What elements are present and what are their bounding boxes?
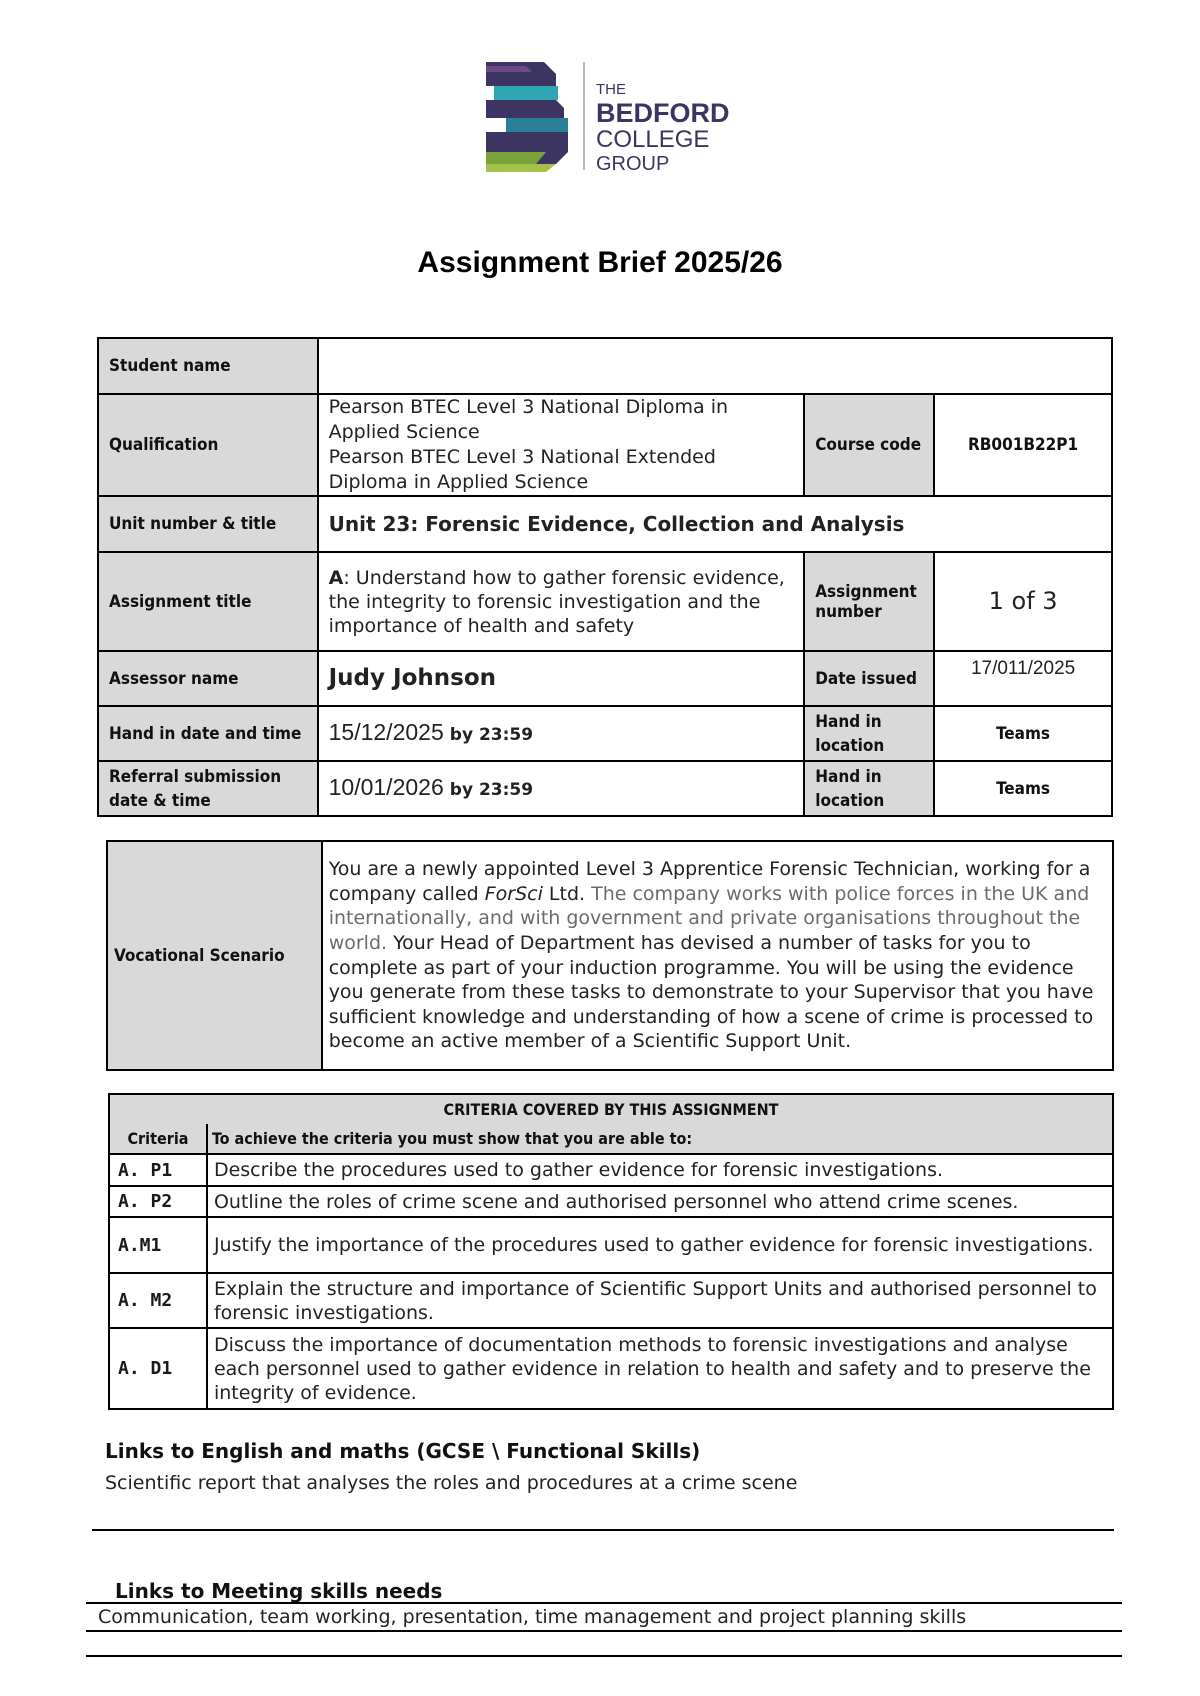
assignment-title-label: Assignment title	[98, 552, 318, 651]
course-code-label: Course code	[804, 394, 934, 496]
table-row	[109, 1154, 1113, 1186]
row-student-name	[98, 338, 1112, 394]
criteria-desc: Justify the importance of the procedures used to gather evidence for forensic investigations.	[207, 1217, 1113, 1273]
criteria-col-header: Criteria	[109, 1124, 207, 1154]
criteria-table	[108, 1093, 1114, 1410]
referral-value	[318, 761, 805, 816]
table-row	[109, 1328, 1113, 1409]
college-logo-mark-icon	[486, 60, 576, 176]
table-row	[109, 1186, 1113, 1217]
row-scenario	[107, 841, 1113, 1070]
page-title: Assignment Brief 2025/26	[417, 246, 783, 279]
criteria-heading-row	[109, 1094, 1113, 1124]
links-english-text: Scientific report that analyses the roles and procedures at a crime scene	[105, 1472, 798, 1494]
scenario-part-3: The company works with police forces in the UK and internationally, and with government and private organisations throughout the world.	[328, 882, 1090, 954]
criteria-code: A. P2	[109, 1186, 207, 1217]
hand-in-time: by 23:59	[449, 724, 534, 745]
criteria-desc: Discuss the importance of documentation methods to forensic investigations and analyse each personnel used to gather evidence in relation to health and safety and to preserve the integrity of evidence.	[207, 1328, 1113, 1409]
row-referral	[98, 761, 1112, 816]
qualification-label: Qualification	[98, 394, 318, 496]
divider	[86, 1630, 1122, 1632]
criteria-desc: Outline the roles of crime scene and authorised personnel who attend crime scenes.	[207, 1186, 1113, 1217]
referral-time: by 23:59	[449, 779, 534, 800]
row-hand-in	[98, 706, 1112, 761]
referral-date: 10/01/2026	[328, 773, 444, 800]
student-name-field[interactable]	[318, 338, 1112, 394]
unit-value: Unit 23: Forensic Evidence, Collection and Analysis	[318, 496, 1112, 552]
referral-label: Referral submission date & time	[98, 761, 318, 816]
criteria-code: A. M2	[109, 1273, 207, 1328]
details-table	[97, 337, 1113, 817]
student-name-label: Student name	[98, 338, 318, 394]
scenario-part-1: You are a newly appointed Level 3 Apprentice Forensic Technician, working for a company called	[328, 858, 1091, 905]
assignment-title-text: : Understand how to gather forensic evidence, the integrity to forensic investigation and the importance of health and safety	[328, 566, 785, 637]
date-issued-value: 17/011/2025	[934, 651, 1112, 706]
row-qualification	[98, 394, 1112, 496]
assignment-number-label: Assignment number	[804, 552, 934, 651]
description-col-header: To achieve the criteria you must show that you are able to:	[207, 1124, 1113, 1154]
hand-in-value	[318, 706, 805, 761]
referral-location-value: Teams	[934, 761, 1112, 816]
criteria-heading: CRITERIA COVERED BY THIS ASSIGNMENT	[109, 1094, 1113, 1124]
criteria-code: A. P1	[109, 1154, 207, 1186]
college-logo	[486, 60, 746, 176]
scenario-label: Vocational Scenario	[107, 841, 322, 1070]
date-issued-label: Date issued	[804, 651, 934, 706]
scenario-company: ForSci	[484, 882, 543, 905]
criteria-header-row	[109, 1124, 1113, 1154]
logo-college: COLLEGE	[596, 126, 710, 153]
links-skills-heading: Links to Meeting skills needs	[115, 1579, 443, 1603]
scenario-part-2: Ltd.	[542, 882, 592, 905]
referral-location-label: Hand in location	[804, 761, 934, 816]
assessor-label: Assessor name	[98, 651, 318, 706]
divider	[92, 1529, 1114, 1531]
course-code-value: RB001B22P1	[934, 394, 1112, 496]
assignment-number-value: 1 of 3	[934, 552, 1112, 651]
assessor-value: Judy Johnson	[318, 651, 805, 706]
qualification-line-1: Pearson BTEC Level 3 National Diploma in Applied Science	[328, 396, 729, 443]
divider	[86, 1655, 1122, 1657]
logo-divider	[583, 62, 585, 170]
scenario-text	[322, 841, 1113, 1070]
hand-in-label: Hand in date and time	[98, 706, 318, 761]
scenario-table	[106, 840, 1114, 1071]
qualification-value	[318, 394, 805, 496]
hand-in-location-value: Teams	[934, 706, 1112, 761]
scenario-part-4: Your Head of Department has devised a number of tasks for you to complete as part of your induction programme. You will be using the evidence you generate from these tasks to demonstrate to your Supervisor that you have sufficient knowledge and understanding of how a scene of crime is processed to become an active member of a Scientific Support Unit.	[328, 931, 1094, 1053]
row-assignment-title	[98, 552, 1112, 651]
divider	[86, 1602, 1122, 1604]
hand-in-date: 15/12/2025	[328, 718, 444, 745]
hand-in-location-label: Hand in location	[804, 706, 934, 761]
assignment-title-prefix: A	[328, 566, 344, 589]
table-row	[109, 1217, 1113, 1273]
assignment-title-value	[318, 552, 805, 651]
qualification-line-2: Pearson BTEC Level 3 National Extended Diploma in Applied Science	[328, 446, 716, 493]
table-row	[109, 1273, 1113, 1328]
row-assessor	[98, 651, 1112, 706]
logo-bedford: BEDFORD	[596, 98, 730, 128]
logo-group: GROUP	[596, 153, 670, 175]
row-unit	[98, 496, 1112, 552]
criteria-desc: Explain the structure and importance of Scientific Support Units and authorised personnel to forensic investigations.	[207, 1273, 1113, 1328]
criteria-code: A.M1	[109, 1217, 207, 1273]
unit-label: Unit number & title	[98, 496, 318, 552]
links-english-heading: Links to English and maths (GCSE \ Functional Skills)	[105, 1439, 701, 1463]
logo-the: THE	[596, 81, 626, 98]
links-skills-text: Communication, team working, presentation, time management and project planning skills	[98, 1606, 967, 1628]
criteria-desc: Describe the procedures used to gather evidence for forensic investigations.	[207, 1154, 1113, 1186]
criteria-code: A. D1	[109, 1328, 207, 1409]
